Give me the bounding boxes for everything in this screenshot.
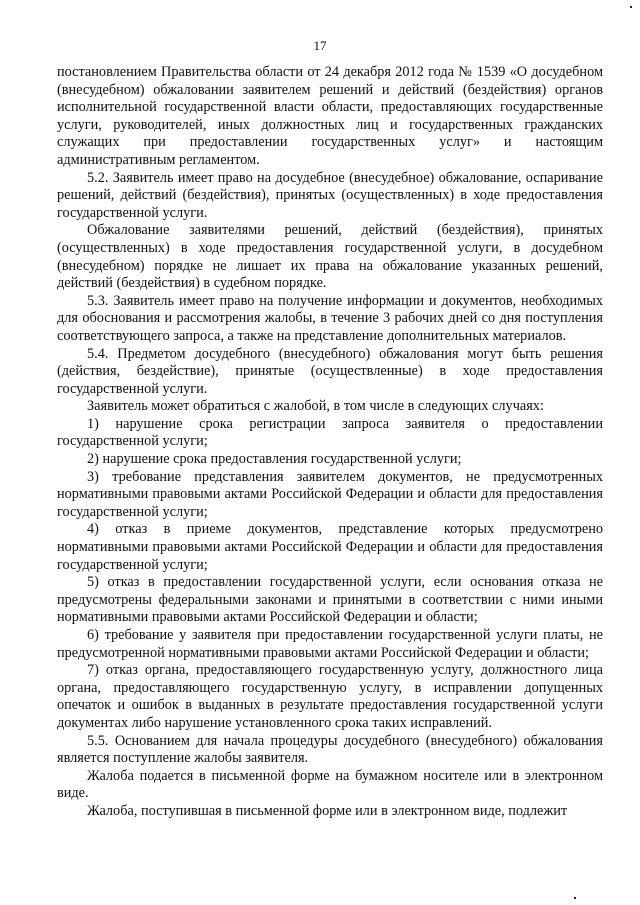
paragraph-complaint-form: Жалоба подается в письменной форме на бумажном носителе или в электронном виде. xyxy=(57,767,603,802)
paragraph-5-4: 5.4. Предметом досудебного (внесудебного) обжалования могут быть решения (действия, бездействие), принятые (осуществленные) в ходе предоставления государственной услуги. xyxy=(57,345,603,397)
paragraph-appeal-note: Обжалование заявителями решений, действий (бездействия), принятых (осуществленных) в ходе предоставления государственной услуги, в досудебном (внесудебном) порядке не лишает их права на обжалование указанных решений, действий (бездействия) в судебном порядке. xyxy=(57,222,603,292)
list-item-2: 2) нарушение срока предоставления государственной услуги; xyxy=(87,451,462,468)
paragraph-5-3: 5.3. Заявитель имеет право на получение информации и документов, необходимых для обоснования и рассмотрения жалобы, в течение 3 рабочих дней со дня поступления соответствующего запроса, а также на представление дополнительных материалов. xyxy=(57,292,603,344)
list-item-3: 3) требование представления заявителем документов, не предусмотренных нормативными правовыми актами Российской Федерации и области для предоставления государственной услуги; xyxy=(57,468,603,520)
paragraph-5-2: 5.2. Заявитель имеет право на досудебное (внесудебное) обжалование, оспаривание решений, действий (бездействия), принятых (осуществленных) в ходе предоставления государственной услуги. xyxy=(57,169,603,221)
document-text xyxy=(57,64,603,821)
list-item-7: 7) отказ органа, предоставляющего государственную услугу, должностного лица органа, предоставляющего государственную услугу, в исправлении допущенных опечаток и ошибок в выданных в результате предоставления государственной услуги документах либо нарушение установленного срока таких исправлений. xyxy=(57,662,603,731)
scan-speck xyxy=(630,6,632,8)
paragraph-continuation: постановлением Правительства области от 24 декабря 2012 года № 1539 «О досудебном (внесудебном) обжаловании заявителем решений и действий (бездействия) органов исполнительной государственной власти области, предоставляющих государственные услуги, руководителей, иных должностных лиц и государственных гражданских служащих при предоставлении государственных услуг» и настоящим административным регламентом. xyxy=(57,64,603,168)
list-item-1: 1) нарушение срока регистрации запроса заявителя о предоставлении государственной услуги; xyxy=(57,415,603,450)
paragraph-5-5: 5.5. Основанием для начала процедуры досудебного (внесудебного) обжалования является поступление жалобы заявителя. xyxy=(57,732,603,767)
list-item-6: 6) требование у заявителя при предоставлении государственной услуги платы, не предусмотренной нормативными правовыми актами Российской Федерации и области; xyxy=(57,627,603,661)
scan-speck xyxy=(574,897,576,899)
paragraph-cases-intro: Заявитель может обратиться с жалобой, в том числе в следующих случаях: xyxy=(87,398,544,415)
paragraph-complaint-processing: Жалоба, поступившая в письменной форме или в электронном виде, подлежит xyxy=(87,802,568,819)
list-item-5: 5) отказ в предоставлении государственной услуги, если основания отказа не предусмотрены федеральными законами и принятыми в соответствии с ними иными нормативными правовыми актами Российской Федерации и области; xyxy=(57,574,603,626)
list-item-4: 4) отказ в приеме документов, представление которых предусмотрено нормативными правовыми актами Российской Федерации и области для предоставления государственной услуги; xyxy=(57,521,603,573)
page-number: 17 xyxy=(313,38,327,53)
